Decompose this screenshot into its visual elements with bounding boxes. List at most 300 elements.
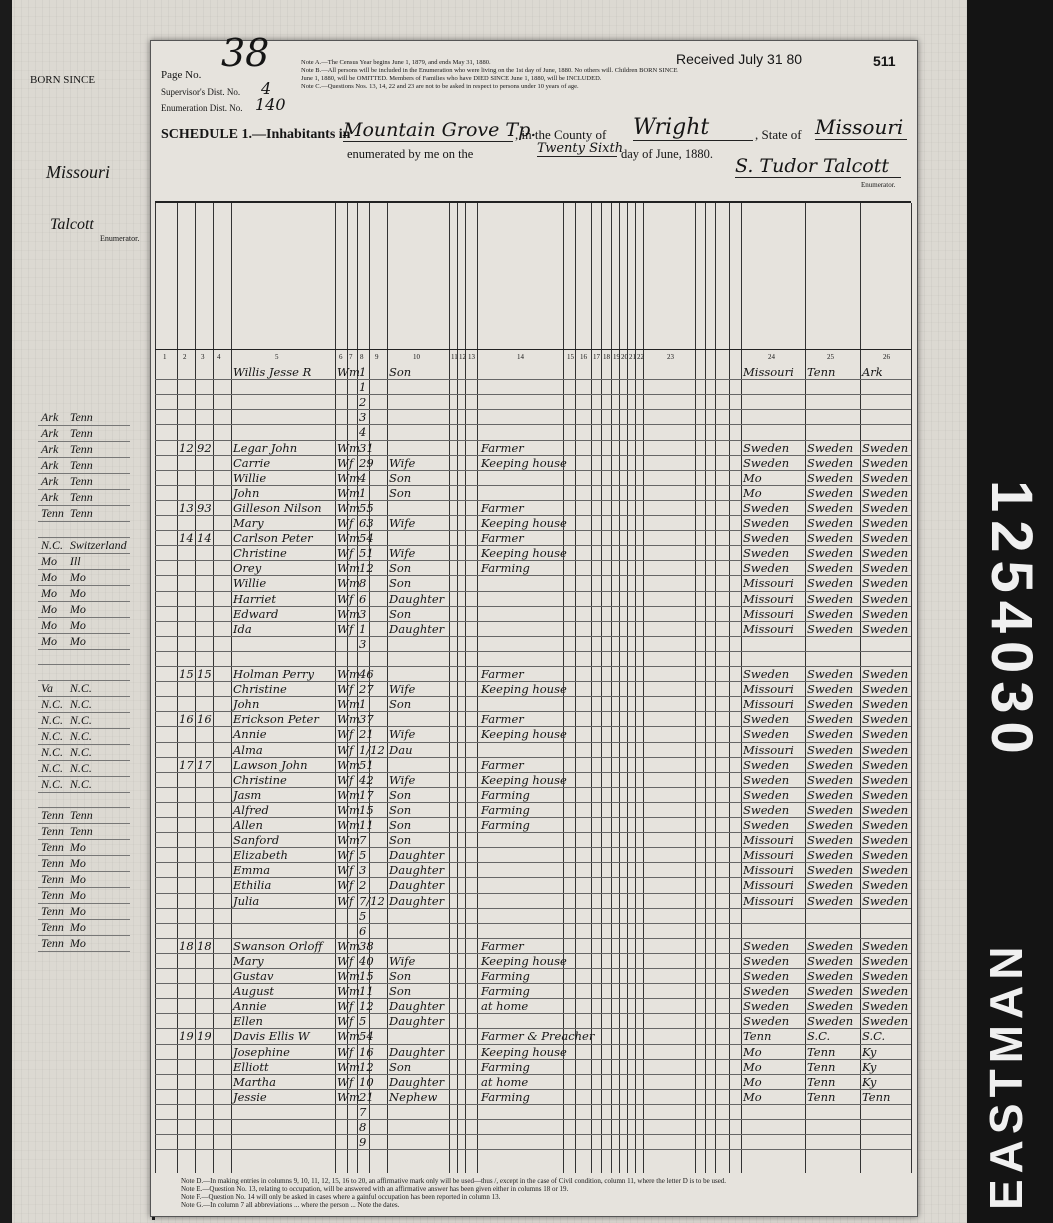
age: 21 [359,1089,374,1104]
color: W [337,1029,349,1044]
occupation: Farming [481,787,530,802]
table-row [155,954,911,968]
color: W [337,742,349,757]
reel-number: 1254030 [979,480,1044,762]
sex: m [349,440,360,455]
sex: m [349,1029,360,1044]
prev-row [38,553,130,569]
prev-father-birthplace: Mo [38,633,67,649]
sex: m [349,712,360,727]
place-of-birth: Sweden [743,772,790,787]
place-of-birth: Sweden [743,712,790,727]
father-birthplace: Sweden [807,999,854,1014]
color: W [337,455,349,470]
prev-father-birthplace: N.C. [38,744,67,760]
age: 4 [359,470,367,485]
prev-row [38,490,130,506]
mother-birthplace: Sweden [862,727,909,742]
prev-row [38,920,130,936]
sex: f [349,1014,354,1029]
occupation: Keeping house [481,455,567,470]
sex: f [349,591,354,606]
relationship: Son [389,787,412,802]
prev-row [38,792,130,808]
column-number: 13 [468,353,475,361]
prev-row [38,760,130,776]
mother-birthplace: Sweden [862,999,909,1014]
mother-birthplace: Tenn [862,1089,891,1104]
prev-father-birthplace: Mo [38,585,67,601]
age: 3 [359,410,367,425]
mother-birthplace: Ark [862,365,883,379]
prev-father-birthplace: Ark [38,458,67,474]
place-of-birth: Missouri [743,576,794,591]
place-of-birth: Sweden [743,455,790,470]
prev-enumerator: Talcott [50,216,94,233]
relationship: Wife [389,516,416,530]
person-name: John [233,485,260,500]
prev-father-birthplace: Ark [38,474,67,490]
age: 7/12 [359,893,385,908]
person-name: Elliott [233,1059,269,1074]
color: W [337,787,349,802]
age: 6 [359,591,367,606]
column-number: 22 [637,353,644,361]
prev-mother-birthplace [67,522,130,538]
relationship: Daughter [389,621,445,636]
occupation: Farming [481,1089,530,1104]
table-row [155,818,911,832]
relationship: Son [389,561,412,576]
table-row [155,456,911,470]
sex: m [349,485,360,500]
mother-birthplace: Sweden [862,969,909,983]
mother-birthplace: Sweden [862,591,909,606]
father-birthplace: Tenn [807,1059,836,1074]
age: 16 [359,1044,374,1059]
person-name: Gustav [233,969,274,983]
age: 10 [359,1074,374,1089]
table-row [155,576,911,590]
relationship: Son [389,984,412,999]
sex: m [349,833,360,848]
table-row [155,758,911,772]
sex: f [349,848,354,863]
relationship: Wife [389,953,416,968]
sex: f [349,772,354,787]
father-birthplace: Sweden [807,757,854,772]
table-row [155,380,911,394]
color: W [337,606,349,621]
place-of-birth: Sweden [743,802,790,817]
prev-mother-birthplace [67,665,130,681]
prev-row [38,617,130,633]
prev-mother-birthplace: Mo [67,585,130,601]
township: Mountain Grove Tp. [343,119,537,141]
occupation: Farming [481,818,530,832]
person-name: Martha [233,1074,277,1089]
prev-father-birthplace: Mo [38,569,67,585]
sex: f [349,621,354,636]
relationship: Wife [389,455,416,470]
person-name: Jessie [233,1089,267,1104]
occupation: at home [481,1074,529,1089]
mother-birthplace: Sweden [862,863,909,878]
color: W [337,878,349,893]
place-of-birth: Missouri [743,591,794,606]
relationship: Wife [389,727,416,742]
father-birthplace: Tenn [807,1089,836,1104]
relationship: Son [389,818,412,832]
father-birthplace: Sweden [807,516,854,530]
person-name: Josephine [233,1044,290,1059]
prev-row [38,744,130,760]
film-edge-right [967,0,1053,1223]
place-of-birth: Sweden [743,440,790,455]
mother-birthplace: Sweden [862,485,909,500]
occupation: Keeping house [481,953,567,968]
place-of-birth: Mo [743,1074,762,1089]
prev-mother-birthplace: Mo [67,633,130,649]
mother-birthplace: Ky [862,1059,877,1074]
table-row [155,1090,911,1104]
prev-mother-birthplace: Mo [67,617,130,633]
prev-mother-birthplace: N.C. [67,728,130,744]
age: 11 [359,984,374,999]
relationship: Son [389,365,412,379]
father-birthplace: Sweden [807,863,854,878]
prev-mother-birthplace: Tenn [67,490,130,506]
age: 11 [359,818,374,832]
occupation: Farming [481,969,530,983]
relationship: Daughter [389,848,445,863]
age: 12 [359,1059,374,1074]
prev-mother-birthplace: Mo [67,920,130,936]
prev-father-birthplace [38,665,67,681]
age: 27 [359,682,374,697]
relationship: Son [389,606,412,621]
person-name: Ida [233,621,252,636]
prev-mother-birthplace: Tenn [67,824,130,840]
father-birthplace: Sweden [807,561,854,576]
dwelling-number: 12 [179,440,194,455]
sex: m [349,969,360,983]
mother-birthplace: Sweden [862,878,909,893]
sex: f [349,455,354,470]
person-name: Emma [233,863,271,878]
mother-birthplace: Sweden [862,576,909,591]
family-number: 93 [197,500,212,515]
place-of-birth: Missouri [743,682,794,697]
note-b: Note B.—All persons will be included in the Enumeration who were living on the 1st day of June, 1880. No others will. Children BORN SINCE June 1, 1880, will be OMITTED. Members of Families who have DIED SINCE June 1, 1880, will be INCLUDED. [301,67,678,82]
table-row [155,682,911,696]
father-birthplace: Tenn [807,1074,836,1089]
person-name: Alfred [233,802,269,817]
age: 12 [359,999,374,1014]
prev-row [38,824,130,840]
age: 2 [359,878,367,893]
place-of-birth: Missouri [743,697,794,712]
father-birthplace: Sweden [807,772,854,787]
person-name: Legar John [233,440,298,455]
father-birthplace: Sweden [807,682,854,697]
place-of-birth: Sweden [743,818,790,832]
age: 3 [359,636,367,651]
prev-row [38,904,130,920]
sex: f [349,516,354,530]
sex: f [349,1044,354,1059]
mother-birthplace: Sweden [862,833,909,848]
place-of-birth: Missouri [743,893,794,908]
table-row [155,863,911,877]
county-label: , in the County of [515,127,607,142]
relationship: Wife [389,546,416,561]
month-label: day of June, 1880. [621,147,713,161]
place-of-birth: Missouri [743,742,794,757]
age: 9 [359,1135,367,1150]
color: W [337,1059,349,1074]
prev-row [38,856,130,872]
mother-birthplace: Sweden [862,1014,909,1029]
place-of-birth: Sweden [743,938,790,953]
prev-father-birthplace: Tenn [38,936,67,952]
place-of-birth: Tenn [743,1029,772,1044]
place-of-birth: Missouri [743,833,794,848]
place-of-birth: Sweden [743,787,790,802]
table-row [155,561,911,575]
age: 17 [359,787,374,802]
column-number: 23 [667,353,674,361]
occupation: Keeping house [481,727,567,742]
prev-mother-birthplace: Mo [67,936,130,952]
prev-father-birthplace: Tenn [38,808,67,824]
column-number: 5 [275,353,279,361]
place-of-birth: Sweden [743,500,790,515]
person-name: Holman Perry [233,667,314,681]
prev-mother-birthplace: Mo [67,904,130,920]
color: W [337,893,349,908]
prev-mother-birthplace: Mo [67,569,130,585]
footer-notes [181,1177,881,1209]
color: W [337,712,349,727]
column-number: 8 [360,353,364,361]
age: 5 [359,908,367,923]
age: 1 [359,621,367,636]
age: 1 [359,380,367,395]
prev-father-birthplace: Ark [38,442,67,458]
sex: f [349,1074,354,1089]
relationship: Daughter [389,863,445,878]
mother-birthplace: Sweden [862,772,909,787]
prev-mother-birthplace: Mo [67,840,130,856]
color: W [337,727,349,742]
father-birthplace: Sweden [807,440,854,455]
prev-mother-birthplace: Mo [67,888,130,904]
county: Wright [633,115,753,141]
color: W [337,848,349,863]
father-birthplace: Sweden [807,455,854,470]
table-row [155,471,911,485]
column-number: 7 [349,353,353,361]
prev-father-birthplace: N.C. [38,728,67,744]
age: 42 [359,772,374,787]
supervisor-no: 4 [261,79,272,98]
relationship: Wife [389,772,416,787]
column-number: 4 [217,353,221,361]
column-number: 10 [413,353,420,361]
color: W [337,697,349,712]
enumeration-no: 140 [255,95,286,114]
color: W [337,953,349,968]
prev-mother-birthplace: Tenn [67,808,130,824]
table-row [155,667,911,681]
sex: f [349,878,354,893]
column-number: 25 [827,353,834,361]
prev-born-since: BORN SINCE [30,74,96,86]
father-birthplace: Sweden [807,938,854,953]
age: 1 [359,697,367,712]
age: 5 [359,848,367,863]
enumerator-label: Enumerator. [861,181,896,189]
prev-father-birthplace: Ark [38,426,67,442]
table-row [155,441,911,455]
father-birthplace: Sweden [807,606,854,621]
grid-column-line [911,203,912,1173]
place-of-birth: Sweden [743,969,790,983]
table-row [155,969,911,983]
dwelling-number: 16 [179,712,194,727]
relationship: Daughter [389,999,445,1014]
prev-row [38,728,130,744]
prev-row [38,585,130,601]
place-of-birth: Sweden [743,546,790,561]
prev-father-birthplace: Tenn [38,856,67,872]
table-row [155,909,911,923]
relationship: Son [389,969,412,983]
table-row [155,607,911,621]
dwelling-number: 19 [179,1029,194,1044]
prev-father-birthplace: Va [38,680,67,696]
table-row [155,410,911,424]
mother-birthplace: Sweden [862,818,909,832]
column-number: 26 [883,353,890,361]
place-of-birth: Sweden [743,727,790,742]
sex: m [349,938,360,953]
prev-mother-birthplace: Tenn [67,426,130,442]
sex: m [349,802,360,817]
sheet-no: 511 [873,53,896,69]
place-of-birth: Sweden [743,531,790,546]
place-of-birth: Missouri [743,365,794,379]
person-name: Swanson Orloff [233,938,323,953]
person-name: Willie [233,470,267,485]
prev-mother-birthplace [67,649,130,665]
prev-mother-birthplace: N.C. [67,696,130,712]
relationship: Wife [389,682,416,697]
occupation: Farming [481,1059,530,1074]
age: 21 [359,727,374,742]
age: 1 [359,365,367,379]
color: W [337,365,349,379]
state: Missouri [815,115,907,140]
mother-birthplace: Sweden [862,787,909,802]
prev-mother-birthplace: Mo [67,872,130,888]
person-name: Sanford [233,833,280,848]
age: 37 [359,712,374,727]
prev-row [38,537,130,553]
family-number: 18 [197,938,212,953]
page-no: 38 [221,31,270,75]
person-name: Mary [233,953,264,968]
mother-birthplace: Ky [862,1074,877,1089]
mother-birthplace: Sweden [862,984,909,999]
prev-father-birthplace: N.C. [38,712,67,728]
column-number: 9 [375,353,379,361]
table-row [155,1029,911,1043]
father-birthplace: Sweden [807,742,854,757]
prev-birthplace-table [38,410,130,952]
prev-mother-birthplace: Tenn [67,442,130,458]
table-row [155,1060,911,1074]
mother-birthplace: Sweden [862,938,909,953]
prev-father-birthplace [38,522,67,538]
sex: m [349,984,360,999]
sex: m [349,365,360,379]
age: 5 [359,1014,367,1029]
age: 6 [359,923,367,938]
column-number: 11 [451,353,458,361]
father-birthplace: Sweden [807,485,854,500]
color: W [337,531,349,546]
prev-row [38,680,130,696]
prev-father-birthplace [38,792,67,808]
person-name: John [233,697,260,712]
table-row [155,1105,911,1119]
sex: m [349,787,360,802]
table-row [155,652,911,666]
father-birthplace: Sweden [807,848,854,863]
prev-father-birthplace: Mo [38,601,67,617]
place-of-birth: Mo [743,1059,762,1074]
person-name: Ethilia [233,878,272,893]
table-row [155,1045,911,1059]
father-birthplace: Sweden [807,802,854,817]
mother-birthplace: Sweden [862,697,909,712]
relationship: Daughter [389,1044,445,1059]
received-stamp: Received July 31 80 [676,51,803,67]
age: 29 [359,455,374,470]
father-birthplace: Sweden [807,712,854,727]
age: 51 [359,757,374,772]
relationship: Son [389,485,412,500]
father-birthplace: Sweden [807,893,854,908]
age: 2 [359,395,367,410]
place-of-birth: Missouri [743,878,794,893]
prev-mother-birthplace: Switzerland [67,537,130,553]
color: W [337,591,349,606]
family-number: 17 [197,757,212,772]
person-name: Allen [233,818,263,832]
color: W [337,485,349,500]
color: W [337,772,349,787]
person-name: Mary [233,516,264,530]
prev-enumerator-label: Enumerator. [100,234,140,243]
occupation: Keeping house [481,1044,567,1059]
age: 12 [359,561,374,576]
column-number: 18 [603,353,610,361]
column-number: 16 [580,353,587,361]
place-of-birth: Missouri [743,863,794,878]
